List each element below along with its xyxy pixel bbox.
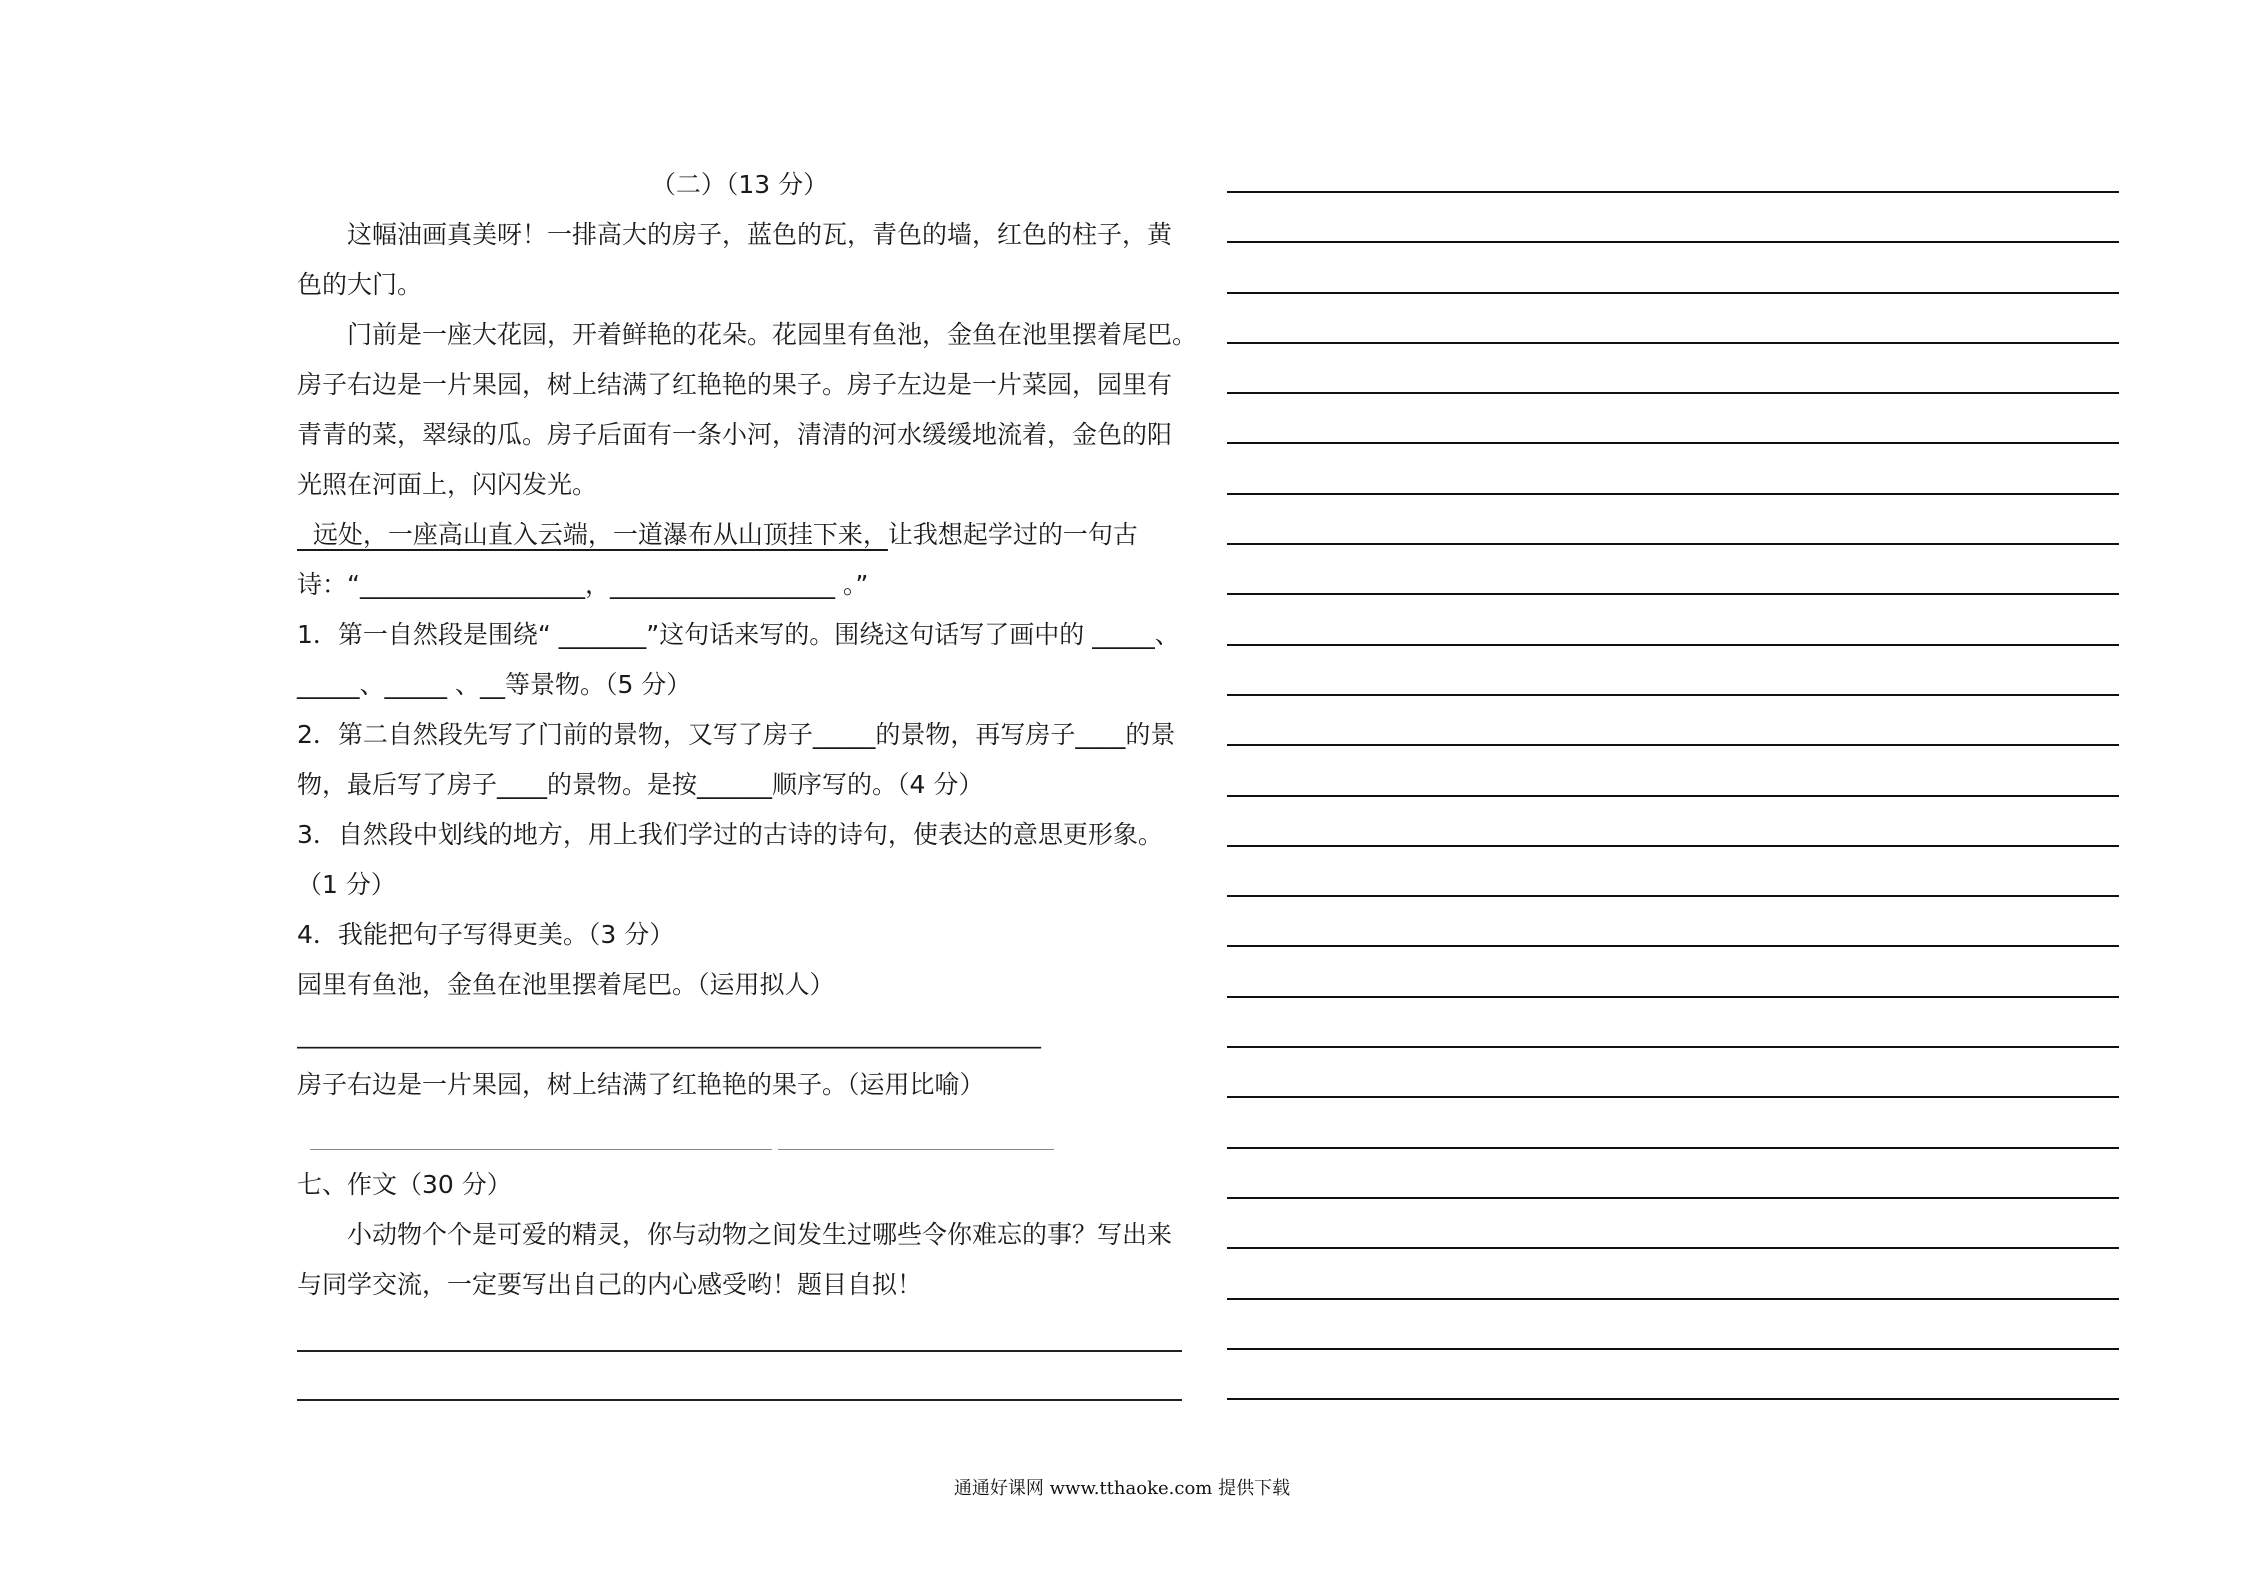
writing-line[interactable] <box>1227 1247 2119 1249</box>
writing-line[interactable] <box>1227 1348 2119 1350</box>
writing-line[interactable] <box>1227 1096 2119 1098</box>
composition-heading: 七、作文（30 分） <box>297 1170 512 1199</box>
writing-line[interactable] <box>1227 292 2119 294</box>
writing-line[interactable] <box>1227 241 2119 243</box>
passage-line <box>297 510 1182 560</box>
writing-line[interactable] <box>1227 392 2119 394</box>
writing-line[interactable] <box>1227 744 2119 746</box>
writing-lines-column <box>1227 191 2119 1448</box>
writing-line[interactable] <box>1227 1298 2119 1300</box>
passage-text: 让我想起学过的一句古 <box>887 520 1138 549</box>
writing-line[interactable] <box>1227 945 2119 947</box>
passage-line: 色的大门。 <box>297 270 423 299</box>
answer-blank[interactable]: ______________________________________________________________ <box>297 1021 1041 1049</box>
answer-blank-spacer <box>297 1110 1182 1160</box>
writing-line[interactable] <box>1227 845 2119 847</box>
question-1-line: 1．第一自然段是围绕“ _______”这句话来写的。围绕这句话写了画中的 _____、 <box>297 620 1180 649</box>
writing-line[interactable] <box>1227 342 2119 344</box>
composition-prompt: 与同学交流，一定要写出自己的内心感受哟！题目自拟！ <box>297 1270 923 1299</box>
question-2-line: 2．第二自然段先写了门前的景物，又写了房子_____的景物，再写房子____的景 <box>297 720 1176 749</box>
poem-blank-line: 诗：“__________________，__________________ 。” <box>297 570 869 599</box>
writing-line[interactable] <box>297 1399 1182 1401</box>
question-4-sentence-b: 房子右边是一片果园，树上结满了红艳艳的果子。（运用比喻） <box>297 1070 985 1099</box>
passage-line: 门前是一座大花园，开着鲜艳的花朵。花园里有鱼池，金鱼在池里摆着尾巴。 <box>347 320 1198 349</box>
question-3-line: （1 分） <box>297 870 396 899</box>
writing-line[interactable] <box>1227 1197 2119 1199</box>
writing-line[interactable] <box>1227 191 2119 193</box>
composition-prompt: 小动物个个是可爱的精灵，你与动物之间发生过哪些令你难忘的事？写出来 <box>347 1220 1173 1249</box>
answer-line[interactable] <box>310 1149 772 1150</box>
question-4-line: 4．我能把句子写得更美。（3 分） <box>297 920 675 949</box>
writing-line[interactable] <box>1227 1147 2119 1149</box>
writing-line[interactable] <box>1227 1398 2119 1400</box>
passage-line: 光照在河面上，闪闪发光。 <box>297 470 598 499</box>
writing-line[interactable] <box>1227 493 2119 495</box>
writing-line[interactable] <box>1227 895 2119 897</box>
underlined-sentence: 远处，一座高山直入云端，一道瀑布从山顶挂下来， <box>297 520 888 549</box>
question-3-line: 3．自然段中划线的地方，用上我们学过的古诗的诗句，使表达的意思更形象。 <box>297 820 1163 849</box>
writing-line[interactable] <box>1227 644 2119 646</box>
writing-line[interactable] <box>1227 593 2119 595</box>
writing-line[interactable] <box>1227 694 2119 696</box>
writing-line[interactable] <box>1227 1046 2119 1048</box>
writing-line[interactable] <box>1227 442 2119 444</box>
passage-line: 这幅油画真美呀！一排高大的房子，蓝色的瓦，青色的墙，红色的柱子，黄 <box>347 220 1173 249</box>
left-column <box>297 160 1198 1310</box>
question-2-line: 物，最后写了房子____的景物。是按______顺序写的。（4 分） <box>297 770 984 799</box>
writing-line[interactable] <box>1227 996 2119 998</box>
section-heading: （二）（13 分） <box>650 170 829 199</box>
answer-line[interactable] <box>778 1149 1054 1150</box>
passage-line: 青青的菜，翠绿的瓜。房子后面有一条小河，清清的河水缓缓地流着，金色的阳 <box>297 420 1173 449</box>
question-1-line: _____、_____ 、__等景物。（5 分） <box>297 670 692 699</box>
passage-line: 房子右边是一片果园，树上结满了红艳艳的果子。房子左边是一片菜园，园里有 <box>297 370 1173 399</box>
writing-line[interactable] <box>1227 543 2119 545</box>
footer-credit: 通通好课网 www.tthaoke.com 提供下载 <box>953 1478 1291 1499</box>
question-4-sentence-a: 园里有鱼池，金鱼在池里摆着尾巴。（运用拟人） <box>297 970 835 999</box>
writing-line[interactable] <box>1227 795 2119 797</box>
writing-line[interactable] <box>297 1350 1182 1352</box>
